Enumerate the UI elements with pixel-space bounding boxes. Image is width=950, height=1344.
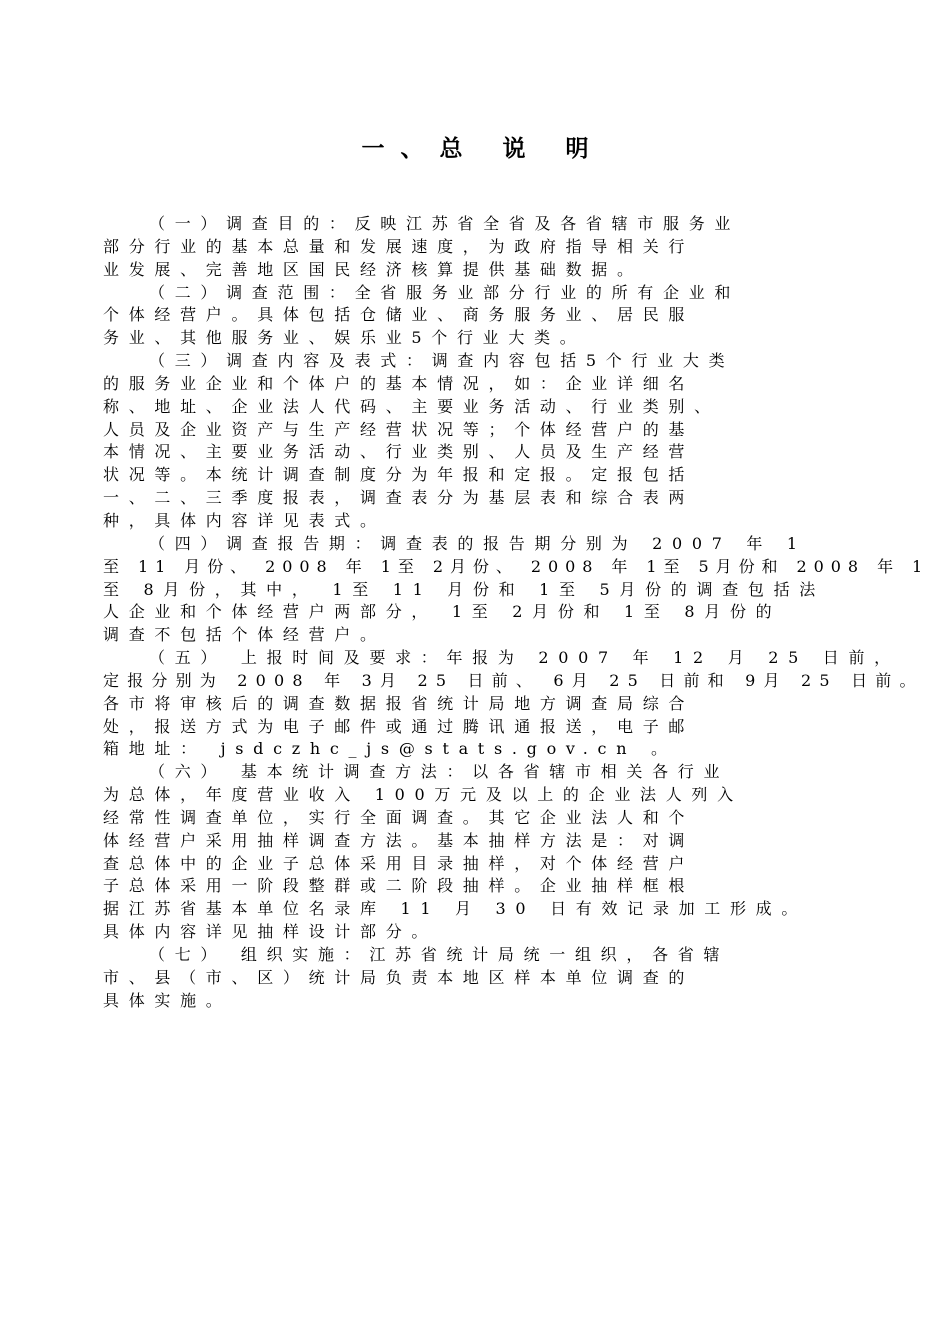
text-line: 具体内容详见抽样设计部分。 <box>103 922 438 942</box>
text-line: 箱地址： jsdczhc_js@stats.gov.cn 。 <box>103 739 677 759</box>
text-line: （二）调查范围：全省服务业部分行业的所有企业和 <box>149 282 741 302</box>
page-title: 一、总 说 明 <box>361 136 605 162</box>
text-line: 调查不包括个体经营户。 <box>103 625 386 645</box>
text-line: 一、二、三季度报表，调查表分为基层表和综合表两 <box>103 488 695 508</box>
text-line: 至 11 月份、 2008 年 1至 2月份、 2008 年 1至 5月份和 2008 年 1 <box>103 556 930 576</box>
text-line: 人员及企业资产与生产经营状况等；个体经营户的基 <box>103 419 695 439</box>
text-line: （四）调查报告期：调查表的报告期分别为 2007 年 1 <box>149 533 807 553</box>
text-line: （六） 基本统计调查方法：以各省辖市相关各行业 <box>149 762 730 782</box>
text-line: 经常性调查单位，实行全面调查。其它企业法人和个 <box>103 807 695 827</box>
text-line: 本情况、主要业务活动、行业类别、人员及生产经营 <box>103 442 695 462</box>
body-text <box>103 213 930 1013</box>
text-line: （五） 上报时间及要求：年报为 2007 年 12 月 25 日前， <box>149 648 900 668</box>
text-line: 查总体中的企业子总体采用目录抽样，对个体经营户 <box>103 853 695 873</box>
text-line: 称、地址、企业法人代码、主要业务活动、行业类别、 <box>103 396 720 416</box>
text-line: 个体经营户。具体包括仓储业、商务服务业、居民服 <box>103 305 695 325</box>
text-line: 子总体采用一阶段整群或二阶段抽样。企业抽样框根 <box>103 876 695 896</box>
text-line: （一）调查目的：反映江苏省全省及各省辖市服务业 <box>149 214 741 233</box>
text-line: 部分行业的基本总量和发展速度，为政府指导相关行 <box>103 236 695 256</box>
text-line: 处，报送方式为电子邮件或通过腾讯通报送，电子邮 <box>103 716 695 736</box>
text-line: 至 8月份，其中， 1至 11 月份和 1至 5月份的调查包括法 <box>103 579 825 599</box>
text-line: 据江苏省基本单位名录库 11 月 30 日有效记录加工形成。 <box>103 899 808 919</box>
text-line: 体经营户采用抽样调查方法。基本抽样方法是：对调 <box>103 830 695 850</box>
text-line: 人企业和个体经营户两部分， 1至 2月份和 1至 8月份的 <box>103 602 782 622</box>
text-line: 定报分别为 2008 年 3月 25 日前、 6月 25 日前和 9月 25 日前。 <box>103 670 924 690</box>
text-line: （三）调查内容及表式：调查内容包括5个行业大类 <box>149 351 735 371</box>
text-line: 业发展、完善地区国民经济核算提供基础数据。 <box>103 259 643 279</box>
text-line: 状况等。本统计调查制度分为年报和定报。定报包括 <box>103 465 695 485</box>
text-line: 的服务业企业和个体户的基本情况，如：企业详细名 <box>103 373 695 393</box>
text-line: （七） 组织实施：江苏省统计局统一组织，各省辖 <box>149 945 730 964</box>
text-line: 具体实施。 <box>103 990 232 1010</box>
text-line: 种，具体内容详见表式。 <box>103 510 386 530</box>
text-line: 各市将审核后的调查数据报省统计局地方调查局综合 <box>103 693 695 713</box>
text-line: 务业、其他服务业、娱乐业5个行业大类。 <box>103 328 586 348</box>
text-line: 市、县（市、区）统计局负责本地区样本单位调查的 <box>103 967 695 987</box>
text-line: 为总体，年度营业收入 100万元及以上的企业法人列入 <box>103 785 743 805</box>
